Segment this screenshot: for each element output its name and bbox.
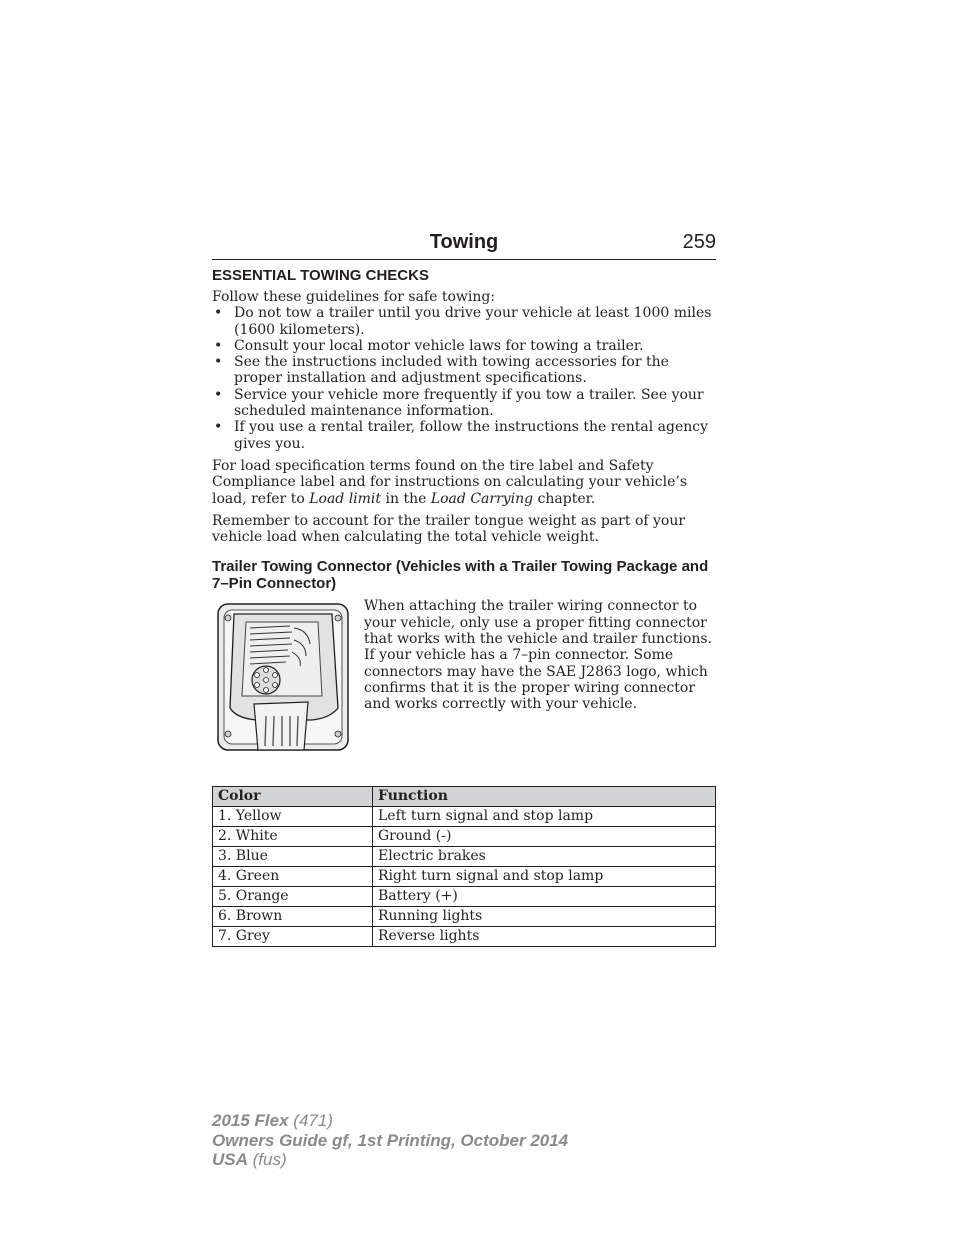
- page-content: [212, 267, 716, 947]
- guideline-list: [212, 305, 716, 452]
- pin-function: Right turn signal and stop lamp: [373, 867, 716, 887]
- footer-region: USA: [212, 1150, 248, 1169]
- pin-color: 5. Orange: [213, 887, 373, 907]
- bullet-icon: •: [214, 419, 223, 436]
- footer-region-code: (fus): [252, 1150, 287, 1169]
- pin-color: 2. White: [213, 827, 373, 847]
- table-row: [213, 847, 716, 867]
- trailer-connector-illustration: [212, 600, 352, 756]
- list-item: • Consult your local motor vehicle laws for towing a trailer.: [214, 337, 644, 354]
- pin-color: 7. Grey: [213, 927, 373, 947]
- table-row: [213, 907, 716, 927]
- essential-intro: Follow these guidelines for safe towing:: [212, 289, 496, 305]
- bullet-icon: •: [214, 354, 223, 371]
- page-number: 259: [682, 231, 716, 253]
- color-column-header: Color: [213, 787, 373, 807]
- load-spec-paragraph: For load specification terms found on the tire label and Safety Compliance label and for instructions on calculating your vehicle’s load, refer to Load limit in the Load Carrying chapter.: [212, 457, 688, 507]
- list-item: • Service your vehicle more frequently if you tow a trailer. See your scheduled maintenance information.: [214, 386, 704, 420]
- page-footer: [212, 1111, 712, 1170]
- load-limit-reference: Load limit: [309, 490, 382, 507]
- pin-color: 6. Brown: [213, 907, 373, 927]
- list-item: • See the instructions included with towing accessories for the proper installation and adjustment specifications.: [214, 354, 669, 387]
- footer-model-code: (471): [293, 1111, 333, 1130]
- bullet-icon: •: [214, 337, 223, 354]
- pin-function: Electric brakes: [373, 847, 716, 867]
- pin-function: Battery (+): [373, 887, 716, 907]
- connector-section: [212, 598, 716, 756]
- pin-color: 3. Blue: [213, 847, 373, 867]
- table-row: [213, 807, 716, 827]
- table-row: [213, 867, 716, 887]
- essential-checks-heading: ESSENTIAL TOWING CHECKS: [212, 267, 429, 284]
- tongue-weight-paragraph: Remember to account for the trailer tongue weight as part of your vehicle load when calculating the total vehicle weight.: [212, 512, 686, 546]
- table-row: [213, 827, 716, 847]
- pin-function: Left turn signal and stop lamp: [373, 807, 716, 827]
- footer-region-line: [212, 1150, 712, 1170]
- pin-function: Ground (-): [373, 827, 716, 847]
- load-carrying-reference: Load Carrying: [430, 490, 534, 507]
- footer-guide-line: [212, 1131, 712, 1151]
- table-row: [213, 887, 716, 907]
- pin-function: Running lights: [373, 907, 716, 927]
- function-column-header: Function: [373, 787, 716, 807]
- pin-color: 1. Yellow: [213, 807, 373, 827]
- pin-function-table: [212, 786, 716, 947]
- table-header-row: [213, 787, 716, 807]
- connector-heading: Trailer Towing Connector (Vehicles with a Trailer Towing Package and 7–Pin Connector): [212, 558, 709, 593]
- list-item: • Do not tow a trailer until you drive your vehicle at least 1000 miles (1600 kilometers).: [214, 305, 712, 338]
- footer-model: 2015 Flex: [212, 1111, 289, 1130]
- pin-function: Reverse lights: [373, 927, 716, 947]
- page-header: [212, 229, 716, 260]
- bullet-icon: •: [214, 305, 223, 322]
- connector-description: When attaching the trailer wiring connector to your vehicle, only use a proper fitting connector that works with the vehicle and trailer functions. If your vehicle has a 7–pin connector. Some connectors may have the SAE J2863 logo, which confirms that it is the proper wiring connector and works correctly with your vehicle.: [364, 598, 713, 713]
- list-item: • If you use a rental trailer, follow the instructions the rental agency gives you.: [214, 419, 709, 452]
- footer-model-line: [212, 1111, 712, 1131]
- pin-color: 4. Green: [213, 867, 373, 887]
- bullet-icon: •: [214, 386, 223, 403]
- footer-guide: Owners Guide gf, 1st Printing, October 2014: [212, 1130, 569, 1150]
- section-title: Towing: [429, 231, 499, 253]
- table-row: [213, 927, 716, 947]
